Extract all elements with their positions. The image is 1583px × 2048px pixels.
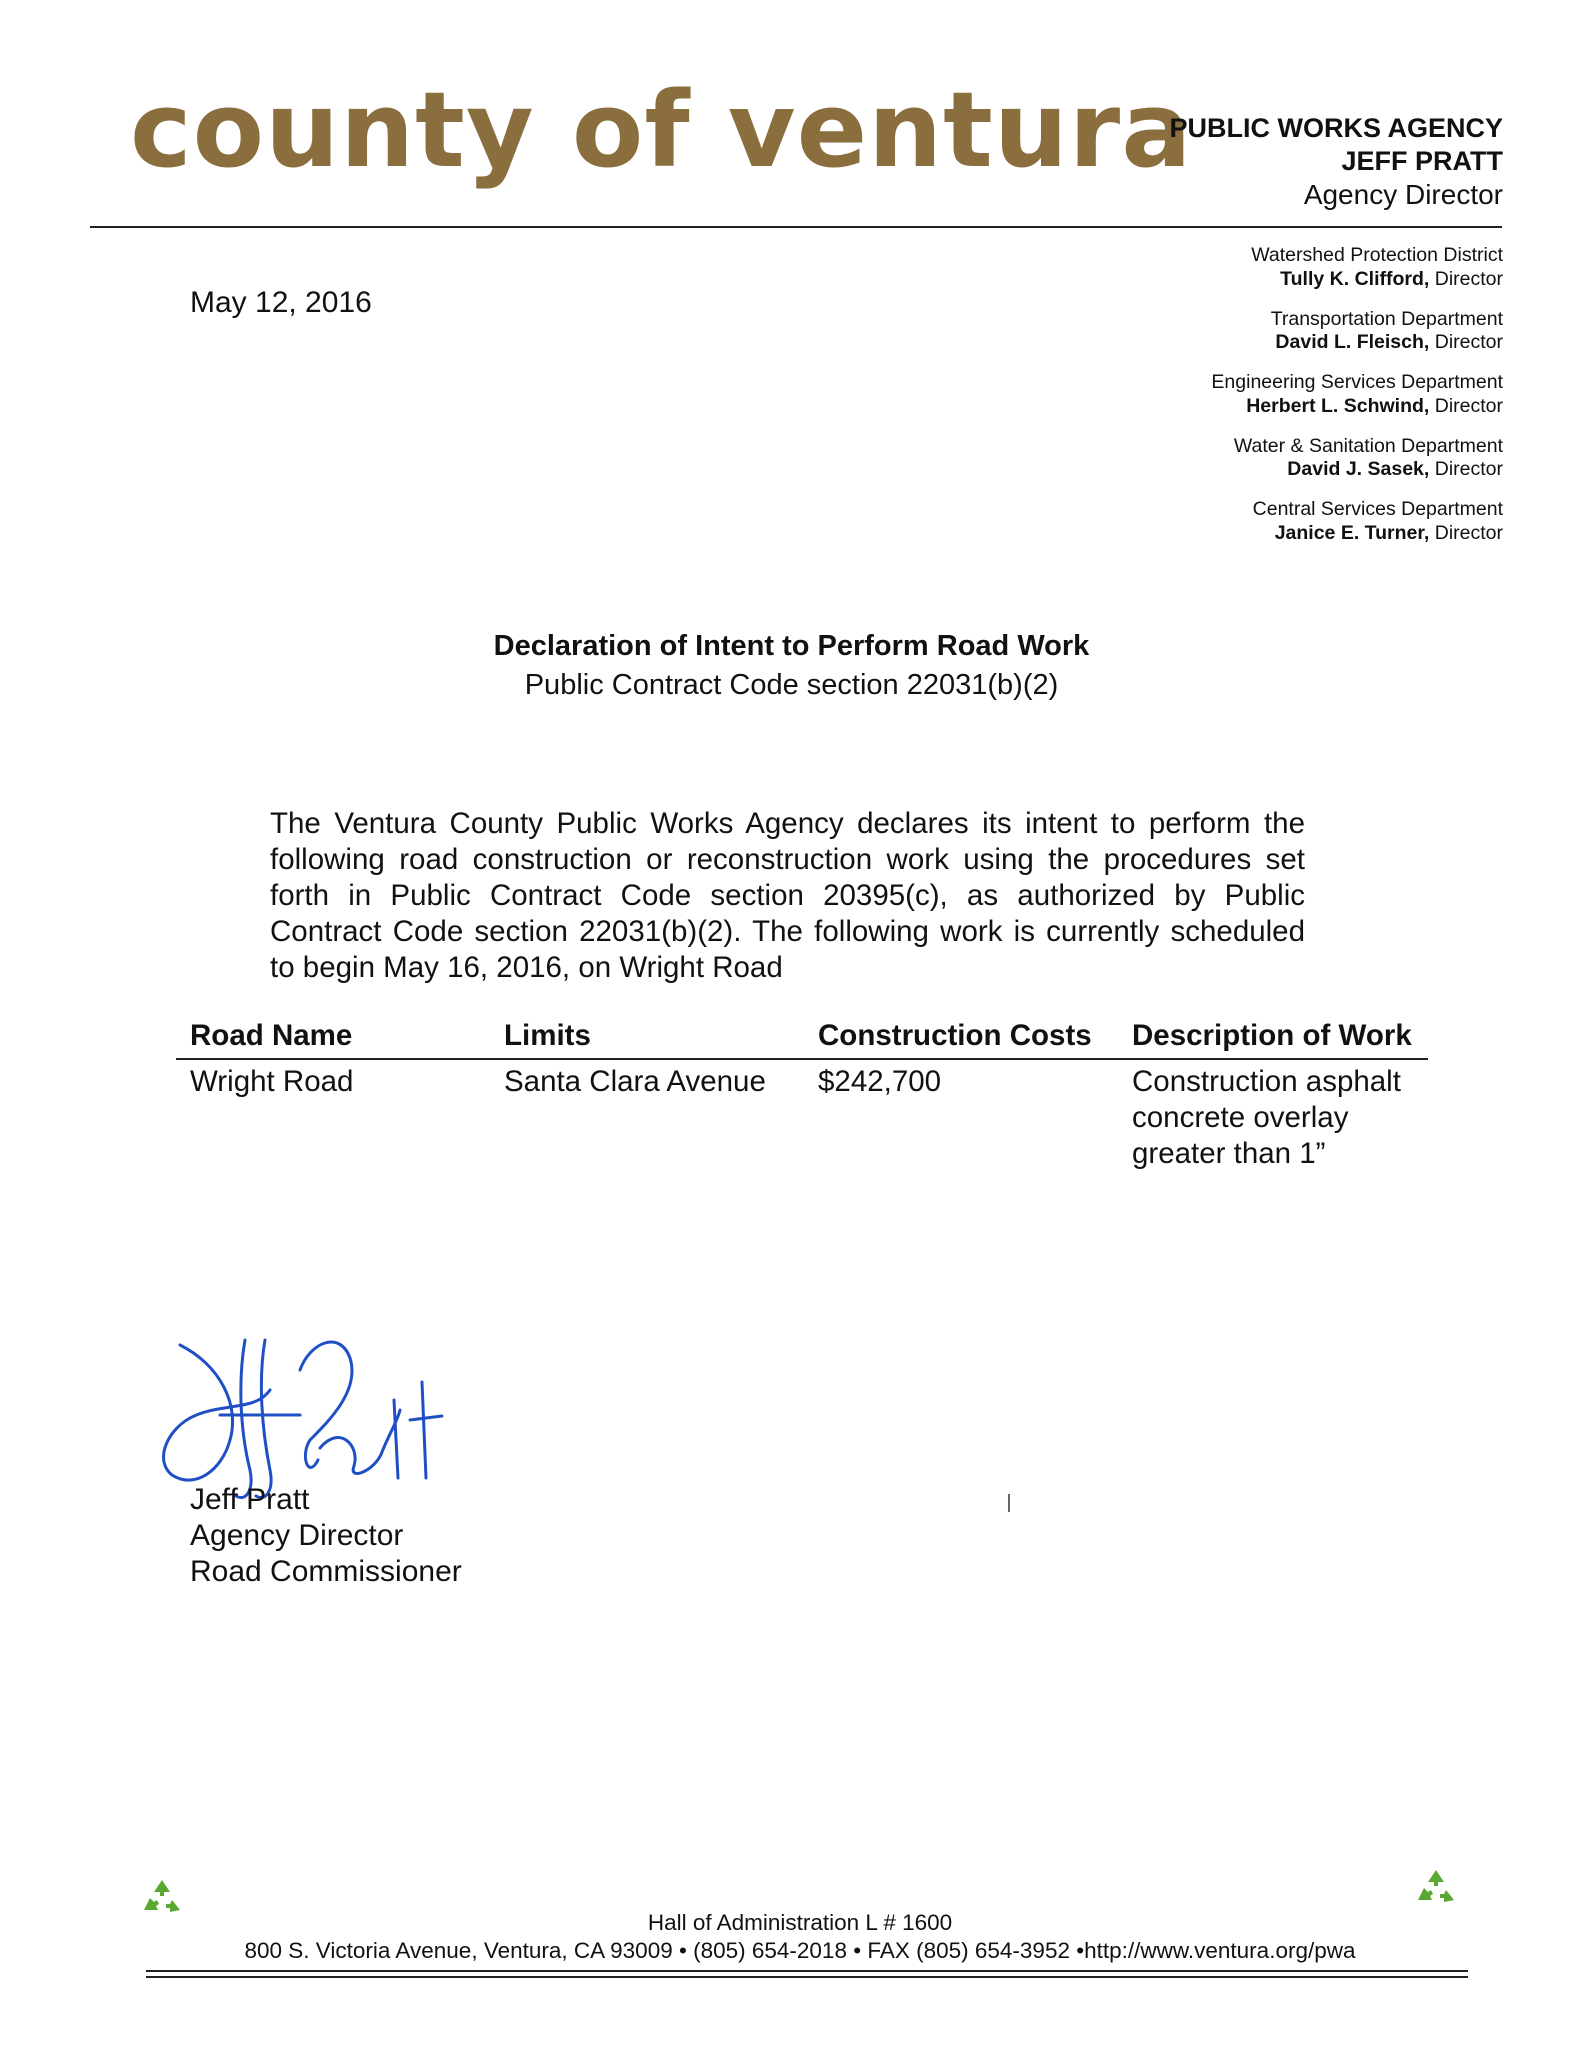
road-work-table [176, 1018, 1428, 1172]
table-row [176, 1059, 1428, 1172]
department-director: Herbert L. Schwind, Director [1246, 394, 1503, 417]
signer-name: Jeff Pratt [190, 1483, 310, 1516]
department-item [1211, 435, 1503, 483]
recycle-icon [1414, 1866, 1458, 1910]
table-cell: Santa Clara Avenue [504, 1065, 766, 1098]
department-director: David L. Fleisch, Director [1275, 331, 1503, 354]
column-header: Construction Costs [804, 1018, 1118, 1059]
column-header: Road Name [176, 1018, 490, 1059]
table-header-row [176, 1018, 1428, 1059]
document-title-block [0, 630, 1583, 702]
department-director: David J. Sasek, Director [1287, 458, 1503, 481]
column-header: Limits [490, 1018, 804, 1059]
agency-director-name: JEFF PRATT [1341, 145, 1503, 176]
table-cell: $242,700 [818, 1065, 942, 1098]
column-header: Description of Work [1118, 1018, 1428, 1059]
department-name: Central Services Department [1252, 498, 1503, 521]
signer-block [190, 1482, 462, 1590]
letter-date: May 12, 2016 [190, 286, 372, 319]
footer-divider [146, 1970, 1468, 1972]
footer-contact: 800 S. Victoria Avenue, Ventura, CA 93009 • (805) 654-2018 • FAX (805) 654-3952 •http://www.ventura.org/pwa [244, 1938, 1356, 1963]
table-cell: Construction asphalt concrete overlay greater than 1” [1132, 1065, 1401, 1170]
scan-mark [1008, 1494, 1010, 1512]
document-title: Declaration of Intent to Perform Road Work [493, 630, 1090, 662]
footer-divider [146, 1976, 1468, 1978]
signer-role: Road Commissioner [190, 1555, 462, 1588]
header-divider [90, 226, 1502, 228]
agency-block [1169, 112, 1503, 212]
signer-title: Agency Director [190, 1519, 404, 1552]
department-item [1211, 308, 1503, 356]
department-name: Transportation Department [1270, 307, 1503, 330]
agency-director-title: Agency Director [1303, 178, 1503, 210]
department-name: Watershed Protection District [1251, 244, 1503, 266]
intro-paragraph: The Ventura County Public Works Agency declares its intent to perform the following road construction or reconstruction work using the procedures set forth in Public Contract Code section 20395(c), as authorized by Public Contract Code section 22031(b)(2). The following work is currently scheduled to begin May 16, 2016, on Wright Road [270, 807, 1305, 984]
department-director: Janice E. Turner, Director [1274, 522, 1503, 545]
county-logo: county of ventura [130, 69, 1193, 191]
agency-name: PUBLIC WORKS AGENCY [1169, 113, 1503, 143]
department-item [1211, 371, 1503, 419]
department-item [1211, 498, 1503, 546]
footer-building: Hall of Administration L # 1600 [647, 1910, 953, 1935]
table-cell: Wright Road [190, 1065, 354, 1098]
department-name: Water & Sanitation Department [1233, 434, 1503, 457]
document-subtitle: Public Contract Code section 22031(b)(2) [524, 669, 1059, 701]
department-name: Engineering Services Department [1211, 371, 1503, 394]
department-list [1211, 244, 1503, 562]
department-item [1211, 244, 1503, 292]
department-director: Tully K. Clifford, Director [1280, 267, 1503, 290]
